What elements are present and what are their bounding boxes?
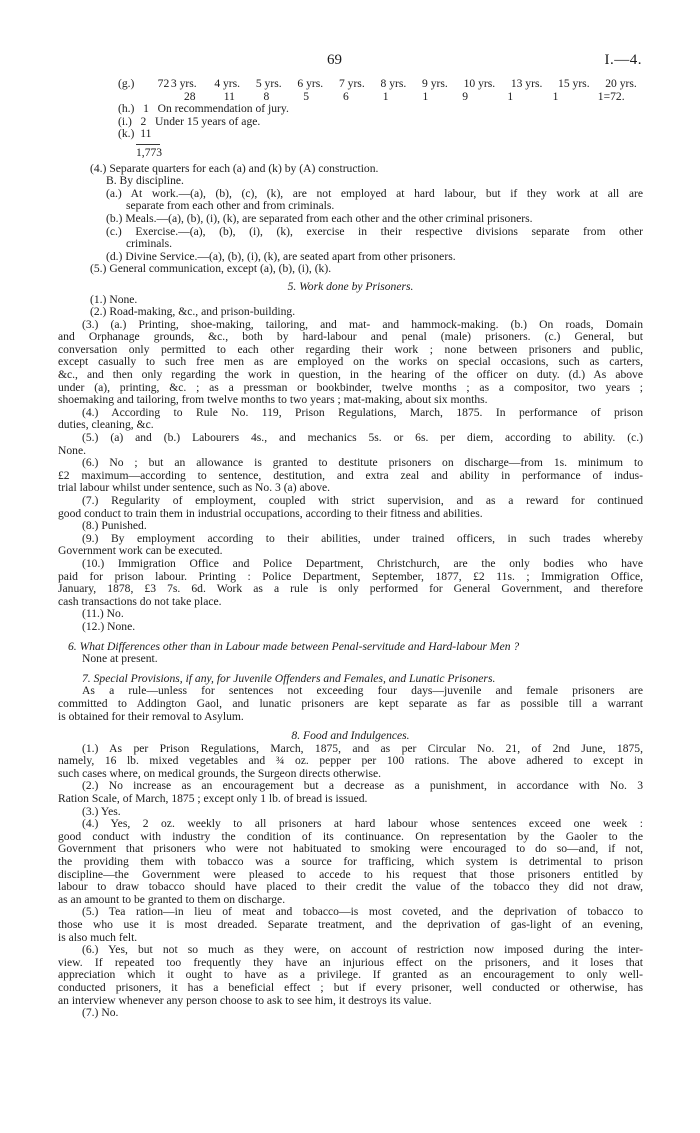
text-line bbox=[58, 558, 643, 571]
year-count: 1 bbox=[552, 89, 559, 103]
text-line: (7.) No. bbox=[82, 1006, 119, 1020]
text-line: trial labour whilst under sentence, such as No. 3 (a) above. bbox=[58, 481, 331, 495]
text-fragment: January, 1878, £3 7s. 6d. Work as a rule is only performed for General Government, and therefore bbox=[58, 582, 643, 596]
section-heading-5 bbox=[58, 281, 643, 294]
heading-text: 7. Special Provisions, if any, for Juvenile Offenders and Females, and Lunatic Prisoners. bbox=[82, 671, 496, 685]
text-line: Ration Scale, of March, 1875 ; except only 1 lb. of bread is issued. bbox=[58, 792, 368, 806]
text-line: duties, cleaning, &c. bbox=[58, 418, 154, 432]
text-fragment: the providing them with tobacco was a source for trafficing, which system is detrimental to prison bbox=[58, 855, 643, 869]
document-reference: I.—4. bbox=[604, 52, 642, 68]
text-line: (3.) Yes. bbox=[82, 804, 121, 818]
text-line: good conduct to train them in industrial occupations, according to their fitness and abilities. bbox=[58, 506, 483, 520]
text-line: is also much felt. bbox=[58, 930, 138, 944]
text-fragment: (6.) Yes, but not so much as they were, on account of restriction now imposed during the inter- bbox=[82, 943, 643, 957]
year-count: 1 bbox=[507, 89, 514, 103]
text-fragment: (1.) As per Prison Regulations, March, 1875, and as per Circular No. 21, of 2nd June, 1875, bbox=[82, 741, 643, 755]
text-line: (2.) Road-making, &c., and prison-building. bbox=[90, 305, 296, 319]
text-fragment: appreciation which it ought to have as a privilege. If granted as an encouragement to only well- bbox=[58, 968, 643, 982]
year-label: 13 yrs. bbox=[510, 77, 543, 90]
text-fragment: (4.) According to Rule No. 119, Prison Regulations, March, 1875. In performance of prison bbox=[82, 405, 643, 419]
year-count: 11 bbox=[223, 89, 235, 103]
g-years-row bbox=[58, 78, 643, 91]
heading-text: 8. Food and Indulgences. bbox=[291, 729, 410, 743]
year-label: 5 yrs. bbox=[255, 77, 282, 90]
text-fragment: (a.) At work.—(a), (b), (c), (k), are not employed at hard labour, but if they work at all are bbox=[106, 186, 643, 200]
text-fragment: (10.) Immigration Office and Police Department, Christchurch, are the only bodies who have bbox=[82, 556, 643, 570]
text-fragment: (7.) Regularity of employment, coupled with strict supervision, and as a reward for continued bbox=[82, 494, 643, 507]
k-line: (k.) 11 bbox=[118, 127, 152, 141]
i-line: (i.) 2 Under 15 years of age. bbox=[118, 114, 261, 128]
section-heading-8 bbox=[58, 730, 643, 743]
text-line: Government work can be executed. bbox=[58, 544, 223, 558]
year-label: 20 yrs. bbox=[605, 77, 637, 90]
text-line: (11.) No. bbox=[82, 607, 124, 621]
text-fragment: (c.) Exercise.—(a), (b), (i), (k), exercise in their respective divisions separate from other bbox=[106, 224, 643, 238]
year-label: 8 yrs. bbox=[380, 77, 407, 90]
heading-text: 6. What Differences other than in Labour made between Penal-servitude and Hard-labour Men ? bbox=[68, 639, 520, 653]
text-line bbox=[58, 432, 643, 445]
page-number: 69 bbox=[327, 52, 342, 68]
text-line bbox=[58, 457, 643, 470]
text-fragment: (9.) By employment according to their abilities, under trained officers, in such trades whereby bbox=[82, 531, 643, 545]
text-fragment: (2.) No increase as an encouragement but a decrease as a punishment, in accordance with No. 3 bbox=[82, 779, 643, 793]
document-body bbox=[58, 78, 643, 1020]
text-line bbox=[58, 755, 643, 768]
h-line: (h.) 1 On recommendation of jury. bbox=[118, 102, 289, 116]
text-line: (12.) None. bbox=[82, 619, 136, 633]
text-fragment: As a rule—unless for sentences not exceeding four days—juvenile and female prisoners are bbox=[82, 684, 643, 698]
text-line: separate from each other and from criminals. bbox=[126, 199, 335, 213]
text-line bbox=[58, 369, 643, 382]
text-line: None at present. bbox=[82, 652, 158, 666]
text-line bbox=[58, 919, 643, 932]
year-count: 9 bbox=[462, 89, 469, 103]
year-label: 10 yrs. bbox=[463, 77, 496, 90]
text-fragment: conducted prisoners, it has a beneficial effect ; but if every prisoner, well conducted or otherwise, has bbox=[58, 980, 643, 994]
text-fragment: those who use it is most dreaded. Separate treatment, and the deprivation of gas-light of an evening, bbox=[58, 918, 643, 931]
text-fragment: except casually to such free men as are employed on the works on special occasions, such as carters, bbox=[58, 355, 643, 369]
text-line bbox=[58, 583, 643, 596]
text-fragment: (6.) No ; but an allowance is granted to destitute prisoners on discharge—from 1s. minimum to bbox=[82, 456, 643, 470]
text-fragment: namely, 16 lb. mixed vegetables and ¾ oz. pepper per 100 rations. The above adhered to except in bbox=[58, 754, 643, 768]
year-label: 7 yrs. bbox=[338, 77, 365, 90]
text-line bbox=[58, 495, 643, 508]
year-label: 15 yrs. bbox=[558, 77, 590, 90]
text-line bbox=[58, 944, 643, 957]
text-fragment: under (a), printing, &c. ; as a pressman or bookbinder, twelve months ; as a compositor, two years ; bbox=[58, 380, 643, 394]
text-line bbox=[58, 982, 643, 995]
text-fragment: (3.) (a.) Printing, shoe-making, tailoring, and mat- and hammock-making. (b.) On roads, Domain bbox=[82, 317, 643, 331]
text-line: such cases where, on medical grounds, the Surgeon directs otherwise. bbox=[58, 766, 382, 780]
year-label: 3 yrs. bbox=[170, 77, 197, 90]
text-fragment: paid for prison labour. Printing : Police Department, September, 1877, £2 11s. ; Immigration Office, bbox=[58, 569, 643, 583]
text-fragment: discipline—the Government were pleased to accede to his request that those prisoners entitled by bbox=[58, 867, 643, 881]
text-fragment: labour to draw tobacco should have placed to their credit the value of the tobacco they did not draw, bbox=[58, 880, 643, 894]
total-rule bbox=[136, 144, 160, 145]
text-line: criminals. bbox=[126, 237, 173, 251]
text-line: (8.) Punished. bbox=[82, 519, 147, 533]
text-line: (b.) Meals.—(a), (b), (i), (k), are separated from each other and the other criminal prisoners. bbox=[106, 211, 533, 225]
year-count: 8 bbox=[263, 89, 270, 103]
text-fragment: (5.) Tea ration—in lieu of meat and tobacco—is most coveted, and the deprivation of tobacco to bbox=[82, 905, 643, 919]
text-line: (4.) Separate quarters for each (a) and (k) by (A) construction. bbox=[90, 161, 379, 175]
year-count: 1 bbox=[422, 89, 429, 103]
text-fragment: and Orphanage grounds, &c., both by hard-labour and penal (male) prisoners. (c.) General, but bbox=[58, 330, 643, 344]
g-total-sum: 1,773 bbox=[136, 145, 163, 159]
g-label: (g.) bbox=[118, 77, 135, 90]
text-line: as an amount to be granted to them on discharge. bbox=[58, 892, 286, 906]
text-fragment: conversation only permitted to each other regarding their work ; none between prisoners and public, bbox=[58, 342, 643, 356]
g-total: 72 bbox=[157, 77, 170, 90]
text-line: B. By discipline. bbox=[106, 174, 184, 188]
text-fragment: £2 maximum—according to sentence, destitution, and extra zeal and ability in performance of indus- bbox=[58, 468, 643, 482]
text-line: shoemaking and tailoring, from twelve months to two years ; mat-making, about six months. bbox=[58, 393, 488, 407]
text-line: an interview whenever any person choose to ask to see him, it destroys its value. bbox=[58, 993, 432, 1007]
text-line bbox=[58, 856, 643, 869]
year-count: 28 bbox=[184, 89, 196, 103]
text-fragment: good conduct with industry the condition of its continuance. On representation by the Gaoler to the bbox=[58, 829, 643, 843]
text-fragment: (5.) (a) and (b.) Labourers 4s., and mechanics 5s. or 6s. per diem, according to ability. (c.) bbox=[82, 431, 643, 445]
text-line: is obtained for their removal to Asylum. bbox=[58, 709, 244, 723]
text-fragment: &c., and then only regarding the work in question, in the hearing of the officer on duty. (d.) As above bbox=[58, 368, 643, 382]
text-line: (d.) Divine Service.—(a), (b), (i), (k), are seated apart from other prisoners. bbox=[106, 249, 456, 263]
text-fragment: Government that prisoners who were not habituated to smoking were encouraged to do so—and, if not, bbox=[58, 842, 643, 856]
year-count: 5 bbox=[303, 89, 310, 103]
text-fragment: (4.) Yes, 2 oz. weekly to all prisoners at hard labour whose sentences exceed one week : bbox=[82, 817, 643, 831]
text-line: (5.) General communication, except (a), (b), (i), (k). bbox=[90, 262, 332, 276]
text-fragment: view. If repeated too frequently they have an injurious effect on the prisoners, and it loses that bbox=[58, 955, 643, 969]
year-label: 4 yrs. bbox=[214, 77, 241, 90]
year-label: 9 yrs. bbox=[422, 77, 448, 90]
year-count: 6 bbox=[343, 89, 349, 103]
text-line bbox=[58, 818, 643, 831]
year-label: 6 yrs. bbox=[297, 77, 324, 90]
text-line: None. bbox=[58, 443, 87, 457]
text-line bbox=[58, 331, 643, 344]
text-line bbox=[58, 881, 643, 894]
year-count: 1=72. bbox=[597, 89, 625, 103]
year-count: 1 bbox=[382, 89, 389, 103]
text-fragment: committed to Addington Gaol, and lunatic prisoners are kept separate as far as possible till a warrant bbox=[58, 696, 643, 710]
text-line: cash transactions do not take place. bbox=[58, 594, 222, 608]
text-line bbox=[58, 698, 643, 711]
text-line: (1.) None. bbox=[90, 292, 138, 306]
heading-text: 5. Work done by Prisoners. bbox=[287, 279, 414, 293]
